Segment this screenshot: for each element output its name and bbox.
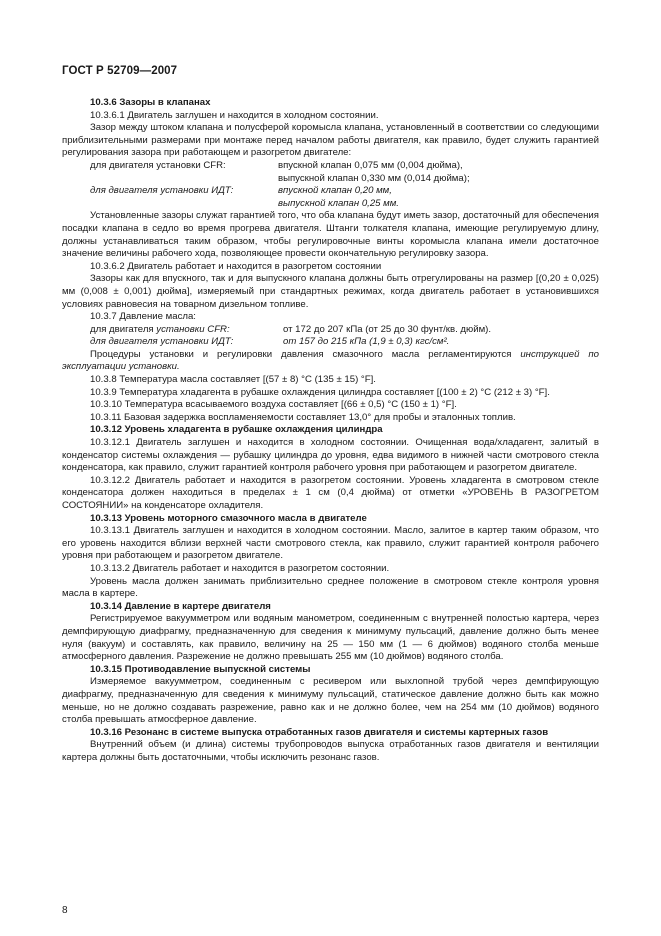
paragraph: 10.3.13.1 Двигатель заглушен и находится в холодном состоянии. Масло, залитое в картер таким образом, что его уровень находится вблизи верхней части смотрового стекла, как правило, служит гарантией контроля рабочего уровня при работающем и разогретом двигателе. <box>62 525 599 562</box>
oil-pressure-idt-row <box>62 336 599 349</box>
section-10-3-12-title: 10.3.12 Уровень хладагента в рубашке охлаждения цилиндра <box>90 424 383 436</box>
cfr-label: для двигателя установки CFR: <box>90 159 226 171</box>
section-10-3-13-title: 10.3.13 Уровень моторного смазочного масла в двигателе <box>90 512 367 524</box>
paragraph: Зазор между штоком клапана и полусферой коромысла клапана, установленный в соответствии со следующими приблизительными размерами при монтаже перед началом работы двигателя, как правило, будет служить гарантией регулирования зазора при работающем и разогретом двигателе: <box>62 122 599 159</box>
idt-exhaust-value: выпускной клапан 0,25 мм. <box>278 197 399 209</box>
cfr-oil-label: для двигателя установки CFR: <box>90 323 230 335</box>
paragraph: 10.3.12.1 Двигатель заглушен и находится в холодном состоянии. Очищенная вода/хладагент, залитый в конденсатор системы охлаждения — рубашку цилиндра до уровня, едва видимого в нижней части смотрового стекла конденсатора, как правило, служит гарантией контроля рабочего уровня при работающем и разогретом двигателе. <box>62 437 599 474</box>
cfr-oil-value: от 172 до 207 кПа (от 25 до 30 фунт/кв. дюйм). <box>283 323 492 335</box>
paragraph: Измеряемое вакуумметром, соединенным с ресивером или выхлопной трубой через демпфирующую диафрагму, предназначенную для сведения к минимуму пульсаций, статическое давление должно быть как можно меньше, но не должно создавать разрежение, равно как и не должно более, чем на 254 мм (10 дюймов) водяного столба превышать атмосферное давление. <box>62 676 599 726</box>
section-10-3-14-title: 10.3.14 Давление в картере двигателя <box>90 600 271 612</box>
document-code-header: ГОСТ Р 52709—2007 <box>62 65 178 77</box>
page-number: 8 <box>62 905 68 916</box>
idt-label: для двигателя установки ИДТ: <box>90 185 234 197</box>
section-10-3-10: 10.3.10 Температура всасываемого воздуха составляет [(66 ± 0,5) °С (150 ± 1) °F]. <box>90 399 457 411</box>
idt-intake-value: впускной клапан 0,20 мм, <box>278 185 392 197</box>
idt-exhaust-row <box>62 198 599 211</box>
section-10-3-8: 10.3.8 Температура масла составляет [(57 ± 8) °С (135 ± 15) °F]. <box>90 374 376 386</box>
paragraph: Зазоры как для впускного, так и для выпускного клапана должны быть отрегулированы на размер [(0,20 ± 0,025) мм (0,008 ± 0,001) дюйма], измеряемый при стандартных режимах, когда двигатель работает в установившихся условиях равновесия на товарном дизельном топливе. <box>62 273 599 310</box>
cfr-intake-value: впускной клапан 0,075 мм (0,004 дюйма), <box>278 159 463 171</box>
section-10-3-16-title: 10.3.16 Резонанс в системе выпуска отработанных газов двигателя и системы картерных газов <box>90 726 549 738</box>
cfr-exhaust-row <box>62 173 599 186</box>
paragraph: Уровень масла должен занимать приблизительно среднее положение в смотровом стекле контроля уровня масла в картере. <box>62 575 599 600</box>
paragraph: Регистрируемое вакуумметром или водяным манометром, соединенным с внутренней полостью картера, через демпфирующую диафрагму, предназначенную для сведения к минимуму пульсаций, давление должно быть менее нуля (вакуум) и составлять, как правило, величину на 25 — 150 мм (1 — 6 дюймов) водяного столба меньше атмосферного давления. Разрежение не должно превышать 255 мм (10 дюймов) водяного столба. <box>62 613 599 663</box>
oil-pressure-cfr-row <box>62 324 599 337</box>
cfr-clearance-row <box>62 160 599 173</box>
paragraph: 10.3.13.2 Двигатель работает и находится в разогретом состоянии. <box>90 562 390 574</box>
section-10-3-9: 10.3.9 Температура хладагента в рубашке охлаждения цилиндра составляет [(100 ± 2) °С (212 ± 3) °F]. <box>90 386 550 398</box>
idt-oil-value: от 157 до 215 кПа (1,9 ± 0,3) кгс/см². <box>283 336 450 348</box>
paragraph: 10.3.12.2 Двигатель работает и находится в разогретом состоянии. Уровень хладагента в смотровом стекле конденсатора должен находиться в пределах ± 1 см (0,4 дюйма) от отметки «УРОВЕНЬ В РАЗОГРЕТОМ СОСТОЯНИИ» на конденсаторе охладителя. <box>62 474 599 511</box>
document-body <box>62 97 599 764</box>
section-10-3-11: 10.3.11 Базовая задержка воспламеняемости составляет 13,0° для пробы и эталонных топлив. <box>90 411 516 423</box>
section-10-3-6-title: 10.3.6 Зазоры в клапанах <box>90 97 211 108</box>
paragraph: 10.3.6.2 Двигатель работает и находится в разогретом состоянии <box>90 260 382 272</box>
paragraph: Внутренний объем (и длина) системы трубопроводов выпуска отработанных газов двигателя и вентиляции картера должны быть достаточными, чтобы исключить резонанс газов. <box>62 739 599 763</box>
section-10-3-15-title: 10.3.15 Противодавление выпускной системы <box>90 663 311 675</box>
paragraph: 10.3.6.1 Двигатель заглушен и находится в холодном состоянии. <box>90 109 379 121</box>
paragraph: Процедуры установки и регулировки давления смазочного масла регламентируются инструкцией по эксплуатации установки. <box>62 348 599 373</box>
paragraph: Установленные зазоры служат гарантией того, что оба клапана будут иметь зазор, достаточный для обеспечения посадки клапана в седло во время прогрева двигателя. Штанги толкателя клапана, имеющие регулируемую длину, должны устанавливаться таким образом, чтобы регулировочные винты коромысла клапана имели достаточное значение величины рабочего хода, позволяющее провести окончательную регулировку зазора. <box>62 210 599 260</box>
section-10-3-7-title: 10.3.7 Давление масла: <box>90 311 196 323</box>
idt-clearance-row <box>62 185 599 198</box>
idt-oil-label: для двигателя установки ИДТ: <box>90 336 234 348</box>
cfr-exhaust-value: выпускной клапан 0,330 мм (0,014 дюйма); <box>278 172 470 184</box>
